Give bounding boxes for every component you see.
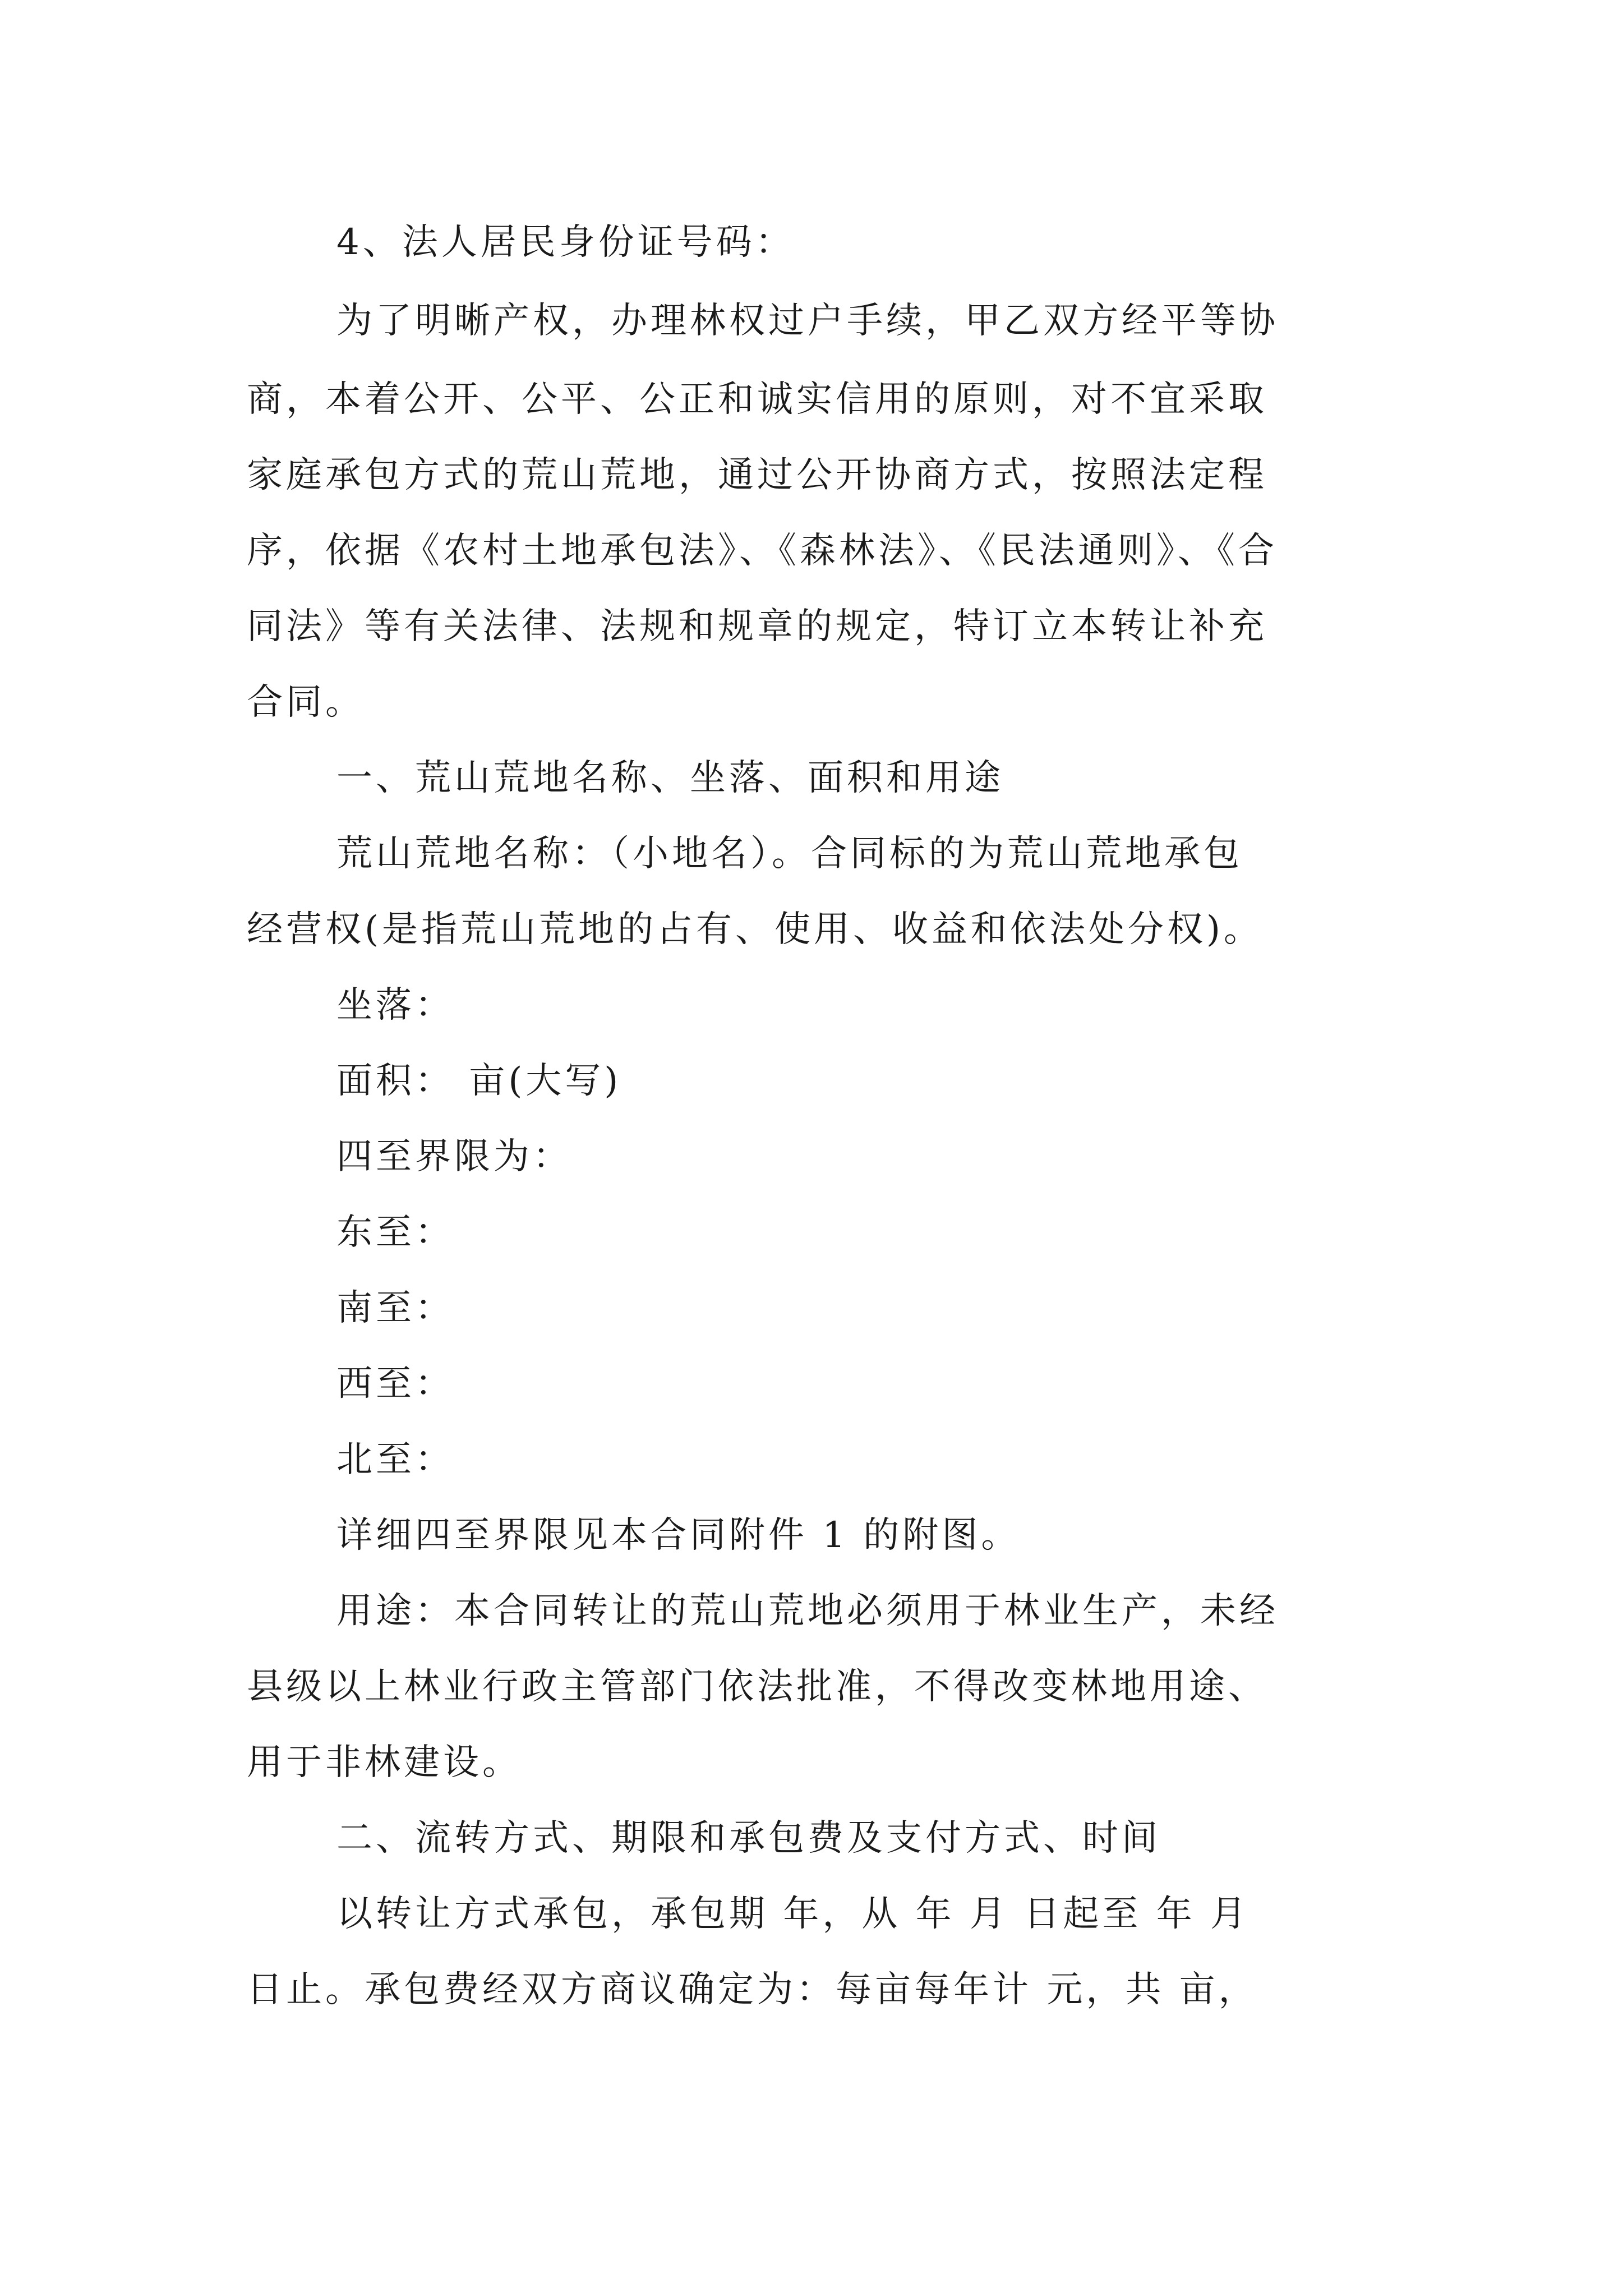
boundary-detail-note: 详细四至界限见本合同附件 1 的附图。 <box>336 1515 1021 1556</box>
area-field: 面积： 亩(大写) <box>336 1060 622 1102</box>
boundary-south-field: 南至： <box>336 1287 454 1329</box>
paragraph-intro-line: 序，依据《农村土地承包法》、《森林法》、《民法通则》、《合 <box>247 530 1278 572</box>
term-paragraph-line: 日止。承包费经双方商议确定为：每亩每年计 元，共 亩， <box>247 1969 1258 2010</box>
usage-paragraph-line: 县级以上林业行政主管部门依法批准，不得改变林地用途、 <box>247 1666 1267 1708</box>
land-name-line: 经营权(是指荒山荒地的占有、使用、收益和依法处分权)。 <box>247 909 1263 950</box>
line-id-number: 4、法人居民身份证号码： <box>336 222 795 263</box>
paragraph-intro-line: 同法》等有关法律、法规和规章的规定，特订立本转让补充 <box>247 606 1267 647</box>
paragraph-intro-line: 为了明晰产权，办理林权过户手续，甲乙双方经平等协 <box>336 300 1279 342</box>
boundaries-heading: 四至界限为： <box>336 1136 572 1177</box>
location-field: 坐落： <box>336 984 454 1026</box>
paragraph-intro-line: 商，本着公开、公平、公正和诚实信用的原则，对不宜采取 <box>247 379 1267 420</box>
paragraph-intro-line: 合同。 <box>247 682 365 723</box>
term-paragraph-line: 以转让方式承包，承包期 年，从 年 月 日起至 年 月 <box>336 1893 1250 1935</box>
paragraph-intro-line: 家庭承包方式的荒山荒地，通过公开协商方式，按照法定程 <box>247 454 1267 496</box>
boundary-west-field: 西至： <box>336 1363 454 1405</box>
section-heading-1: 一、荒山荒地名称、坐落、面积和用途 <box>336 757 1004 799</box>
boundary-north-field: 北至： <box>336 1439 454 1480</box>
usage-paragraph-line: 用途：本合同转让的荒山荒地必须用于林业生产，未经 <box>336 1590 1279 1632</box>
land-name-line: 荒山荒地名称：（小地名）。合同标的为荒山荒地承包 <box>336 833 1243 875</box>
section-heading-2: 二、流转方式、期限和承包费及支付方式、时间 <box>336 1818 1161 1859</box>
boundary-east-field: 东至： <box>336 1212 454 1253</box>
usage-paragraph-line: 用于非林建设。 <box>247 1742 522 1783</box>
